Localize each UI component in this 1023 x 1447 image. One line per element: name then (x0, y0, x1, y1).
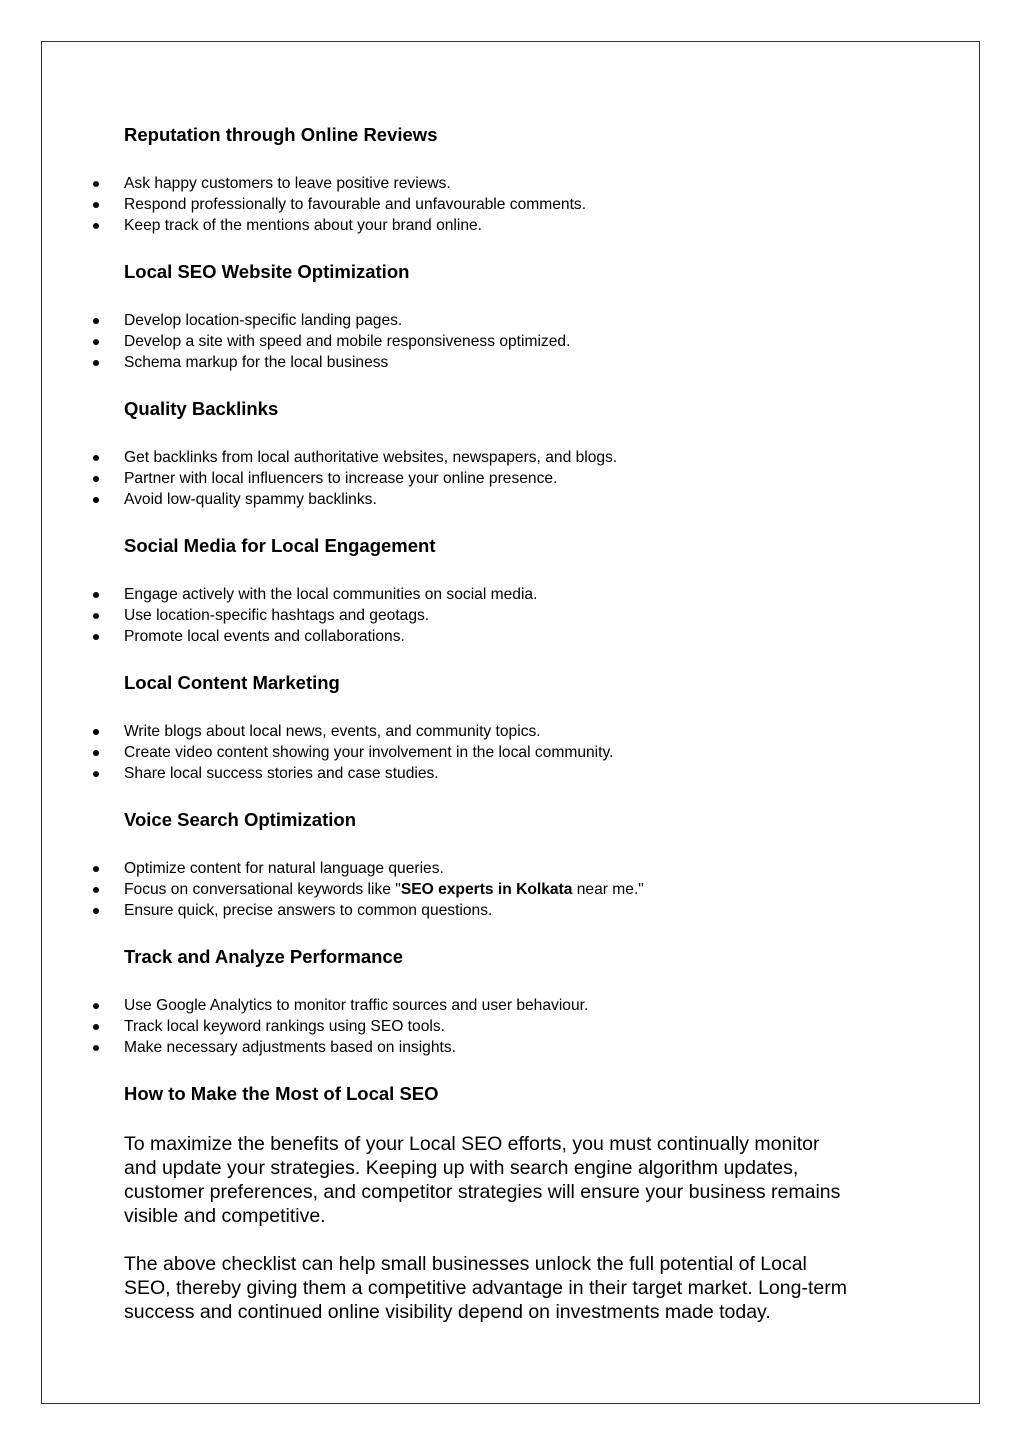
bullet-icon (93, 497, 99, 503)
list-item-text (124, 879, 644, 900)
list-item-text: Track local keyword rankings using SEO tools. (124, 1018, 445, 1035)
bullet-icon (93, 729, 99, 735)
list-item-text: Ensure quick, precise answers to common questions. (124, 902, 493, 919)
section-heading: Track and Analyze Performance (124, 946, 403, 967)
list-item-text: Use Google Analytics to monitor traffic sources and user behaviour. (124, 997, 589, 1014)
paragraph-line: and update your strategies. Keeping up with search engine algorithm updates, (124, 1157, 799, 1179)
bullet-icon (93, 613, 99, 619)
paragraph-line: SEO, thereby giving them a competitive advantage in their target market. Long-term (124, 1277, 847, 1299)
list-item-text: Create video content showing your involvement in the local community. (124, 744, 614, 761)
bullet-icon (93, 866, 99, 872)
list-item-text: Keep track of the mentions about your brand online. (124, 217, 483, 234)
bullet-icon (93, 339, 99, 345)
body-paragraph (124, 1252, 904, 1324)
section-heading: Quality Backlinks (124, 398, 279, 419)
bullet-icon (93, 592, 99, 598)
bullet-icon (93, 360, 99, 366)
bullet-icon (93, 181, 99, 187)
bullet-icon (93, 634, 99, 640)
section-heading: Reputation through Online Reviews (124, 124, 438, 145)
list-item-text: Develop a site with speed and mobile responsiveness optimized. (124, 333, 571, 350)
bullet-icon (93, 750, 99, 756)
bullet-icon (93, 476, 99, 482)
bullet-icon (93, 1003, 99, 1009)
body-paragraph (124, 1132, 904, 1228)
list-item-text: Respond professionally to favourable and unfavourable comments. (124, 196, 587, 213)
section-heading: How to Make the Most of Local SEO (124, 1083, 439, 1104)
bullet-icon (93, 202, 99, 208)
list-item-text: Use location-specific hashtags and geotags. (124, 607, 430, 624)
bullet-icon (93, 887, 99, 893)
list-item-text: Avoid low-quality spammy backlinks. (124, 491, 377, 508)
list-item-text-before: Focus on conversational keywords like " (124, 881, 401, 898)
paragraph-line: success and continued online visibility depend on investments made today. (124, 1301, 771, 1323)
bullet-icon (93, 1045, 99, 1051)
list-item-text: Optimize content for natural language queries. (124, 860, 444, 877)
section-heading: Voice Search Optimization (124, 809, 356, 830)
bullet-icon (93, 455, 99, 461)
section-heading: Local Content Marketing (124, 672, 340, 693)
list-item-text: Partner with local influencers to increase your online presence. (124, 470, 558, 487)
paragraph-line: To maximize the benefits of your Local SEO efforts, you must continually monitor (124, 1133, 820, 1155)
section-heading: Social Media for Local Engagement (124, 535, 436, 556)
list-item-text: Schema markup for the local business (124, 354, 389, 371)
keyword-highlight: SEO experts in Kolkata (400, 881, 573, 898)
list-item-text-after: near me." (572, 881, 644, 898)
bullet-icon (93, 318, 99, 324)
list-item-text: Get backlinks from local authoritative websites, newspapers, and blogs. (124, 449, 618, 466)
bullet-icon (93, 223, 99, 229)
paragraph-line: The above checklist can help small businesses unlock the full potential of Local (124, 1253, 807, 1275)
list-item-text: Ask happy customers to leave positive reviews. (124, 175, 451, 192)
bullet-icon (93, 1024, 99, 1030)
bullet-icon (93, 908, 99, 914)
list-item-text: Promote local events and collaborations. (124, 628, 405, 645)
list-item-text: Develop location-specific landing pages. (124, 312, 403, 329)
section-heading: Local SEO Website Optimization (124, 261, 410, 282)
list-item-text: Engage actively with the local communities on social media. (124, 586, 538, 603)
list-item-text: Share local success stories and case studies. (124, 765, 439, 782)
list-item-text: Write blogs about local news, events, and community topics. (124, 723, 541, 740)
paragraph-line: visible and competitive. (124, 1205, 326, 1227)
paragraph-line: customer preferences, and competitor strategies will ensure your business remains (124, 1181, 841, 1203)
bullet-icon (93, 771, 99, 777)
list-item-text: Make necessary adjustments based on insights. (124, 1039, 456, 1056)
